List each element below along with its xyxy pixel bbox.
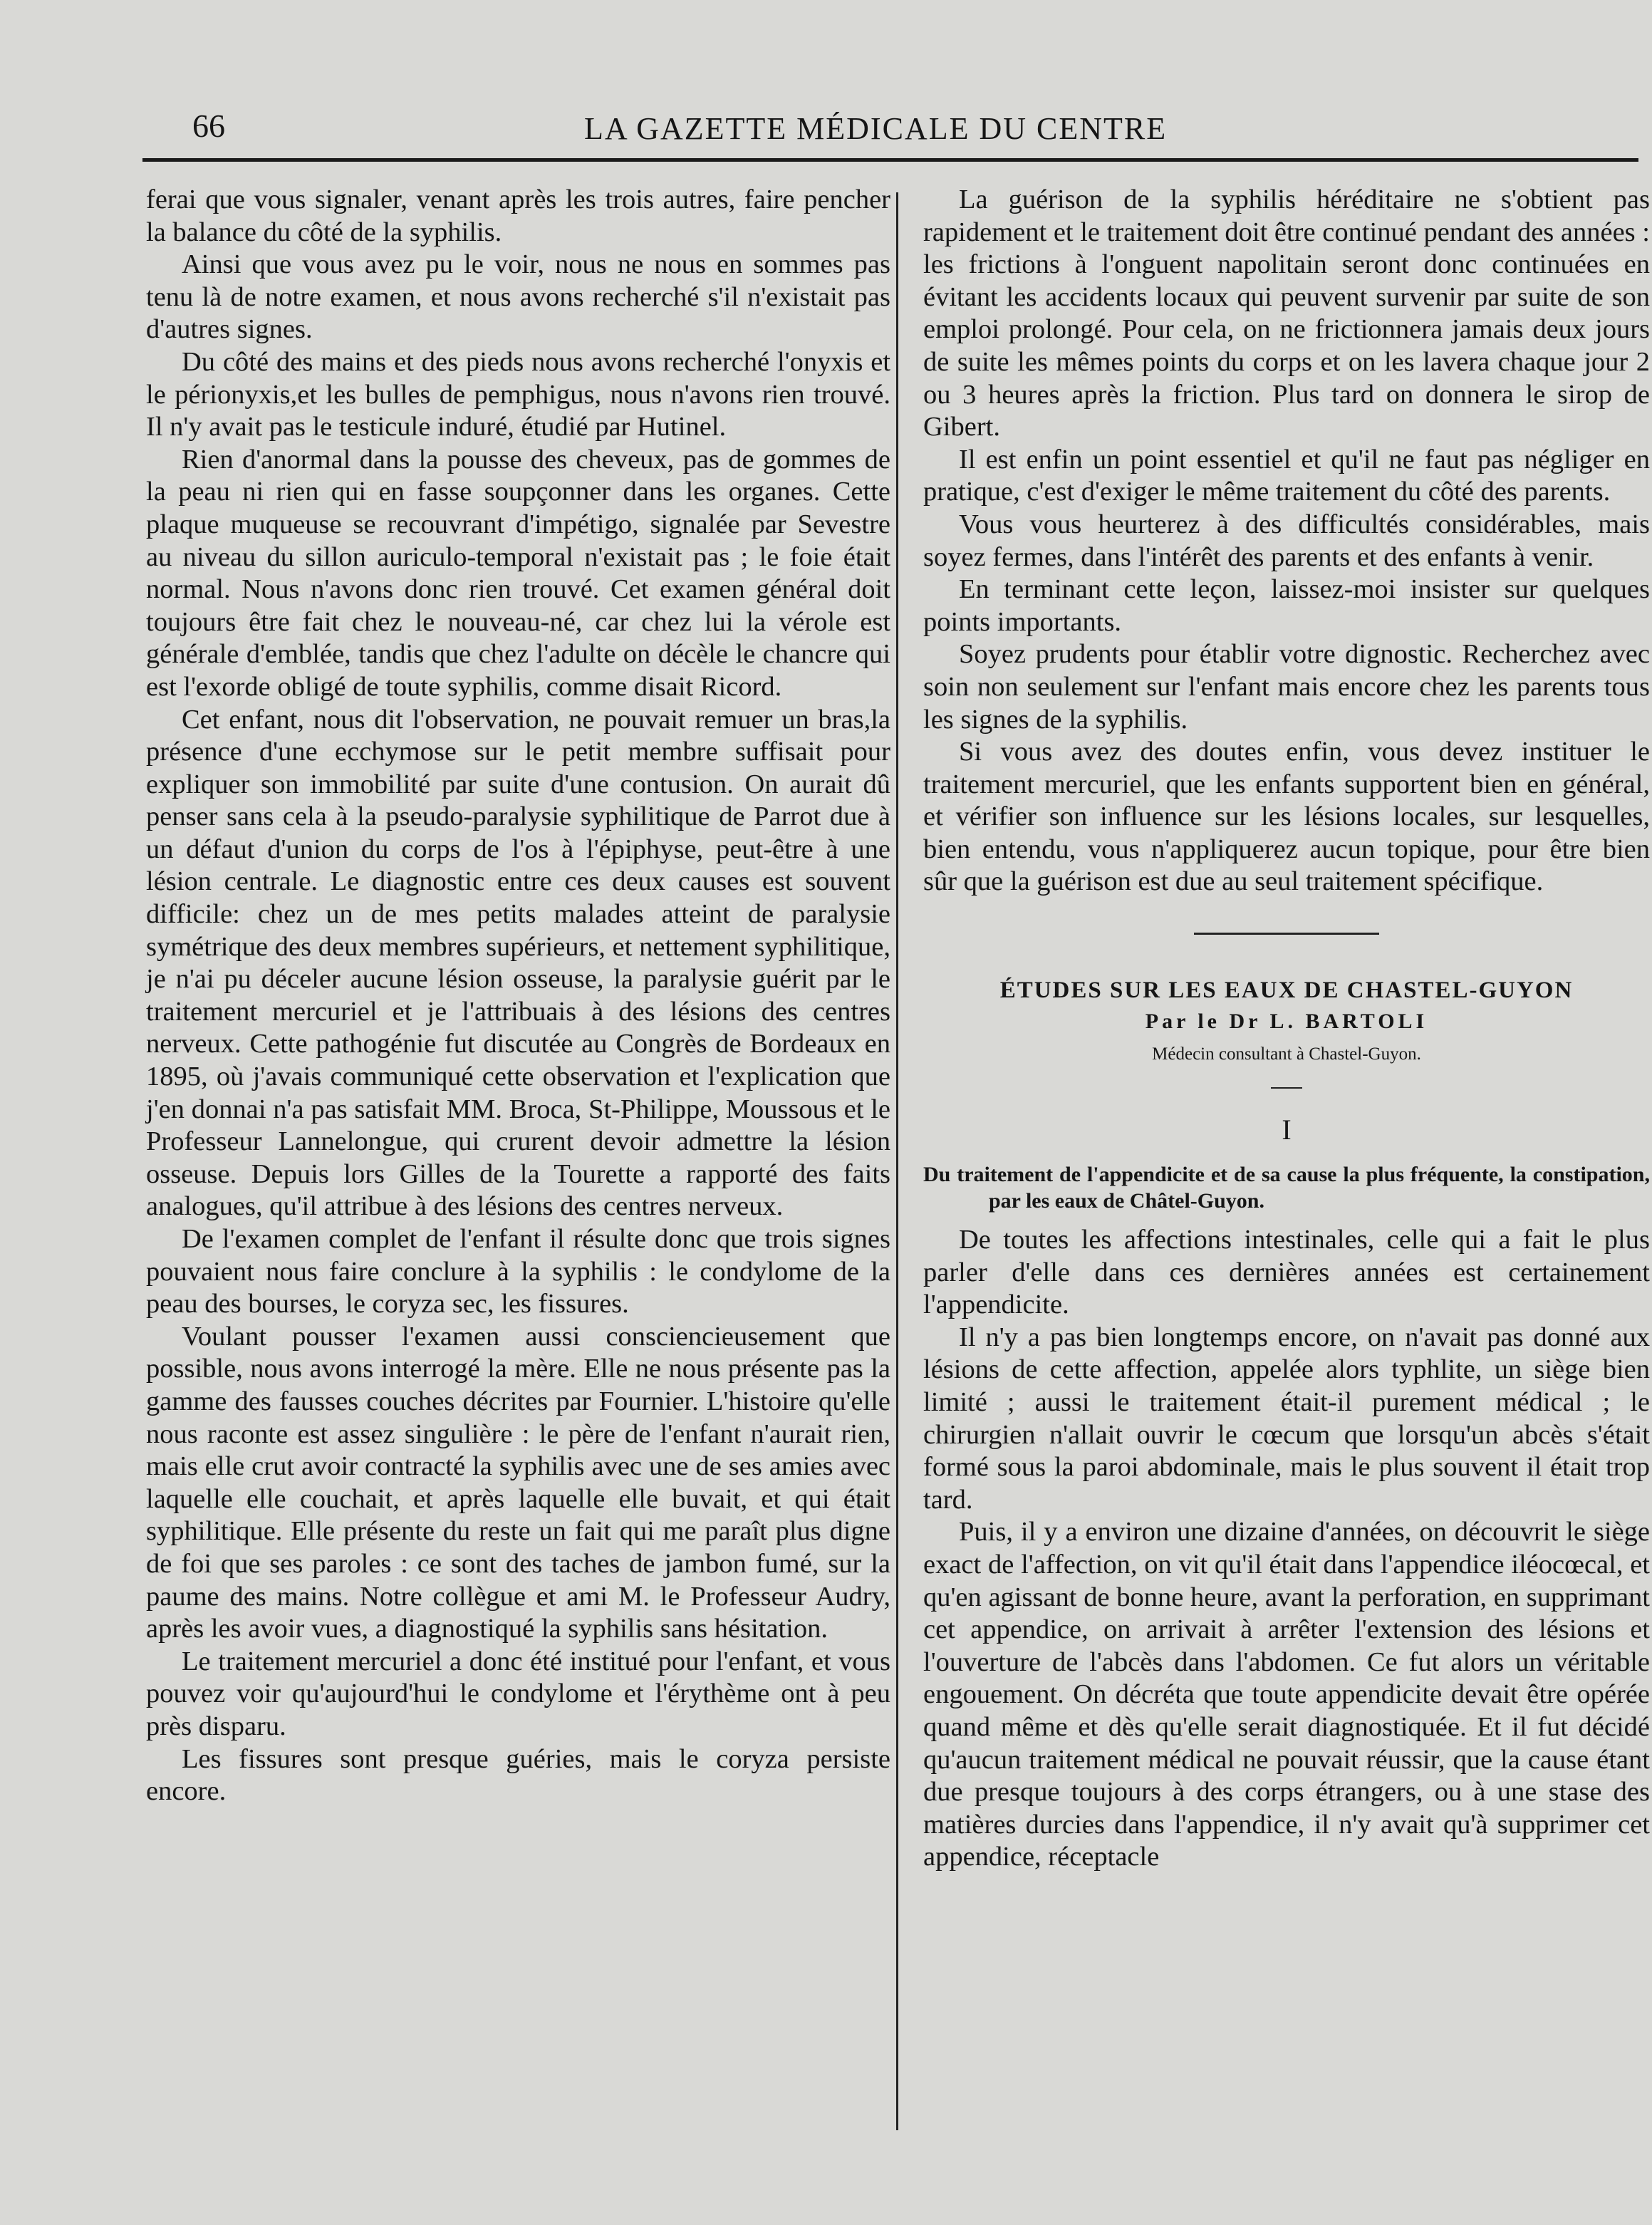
section-numeral: I bbox=[1282, 1114, 1292, 1146]
left-column bbox=[146, 184, 890, 1808]
paragraph: Soyez prudents pour établir votre dignostic. Recherchez avec soin non seulement sur l'enfant mais encore chez les parents tous les signes de la syphilis. bbox=[923, 639, 1650, 735]
section-heading: Du traitement de l'appendicite et de sa cause la plus fréquente, la constipation, par les eaux de Châtel-Guyon. bbox=[923, 1163, 1650, 1213]
paragraph: Cet enfant, nous dit l'observation, ne pouvait remuer un bras,la présence d'une ecchymose sur le petit membre suffisait pour expliquer son immobilité par suite d'une contusion. On aurait dû penser sans cela à la pseudo-paralysie syphilitique de Parrot due à un défaut d'union du corps de l'os à l'épiphyse, peut-être à une lésion centrale. Le diagnostic entre ces deux causes est souvent difficile: chez un de mes petits malades atteint de paralysie symétrique des deux membres supérieurs, et nettement syphilitique, je n'ai pu déceler aucune lésion osseuse, la paralysie guérit par le traitement mercuriel et je l'attribuais à des lésions des centres nerveux. Cette pathogénie fut discutée au Congrès de Bordeaux en 1895, où j'avais communiqué cette observation et l'explication que j'en donnai n'a pas satisfait MM. Broca, St-Philippe, Moussous et le Professeur Lannelongue, qui crurent devoir admettre la lésion osseuse. Depuis lors Gilles de la Tourette a rapporté des faits analogues, qu'il attribue à des lésions des centres nerveux. bbox=[146, 704, 890, 1222]
column-rule bbox=[896, 192, 898, 2130]
paragraph: Les fissures sont presque guéries, mais le coryza persiste encore. bbox=[146, 1743, 890, 1807]
paragraph: Du côté des mains et des pieds nous avons recherché l'onyxis et le périonyxis,et les bulles de pemphigus, nous n'avons rien trouvé. Il n'y avait pas le testicule induré, étudié par Hutinel. bbox=[146, 346, 890, 442]
paragraph: Il n'y a pas bien longtemps encore, on n'avait pas donné aux lésions de cette affection, appelée alors typhlite, un siège bien limité ; aussi le traitement était-il purement médical ; le chirurgien n'allait ouvrir le cœcum que lorsqu'un abcès s'était formé sous la paroi abdominale, mais le plus souvent il était trop tard. bbox=[923, 1322, 1650, 1515]
paragraph: De toutes les affections intestinales, celle qui a fait le plus parler d'elle dans ces dernières années est certainement l'appendicite. bbox=[923, 1225, 1650, 1320]
paragraph: Il est enfin un point essentiel et qu'il ne faut pas négliger en pratique, c'est d'exiger le même traitement du côté des parents. bbox=[923, 444, 1650, 507]
header-rule bbox=[142, 158, 1638, 162]
paragraph: De l'examen complet de l'enfant il résulte donc que trois signes pouvaient nous faire conclure à la syphilis : le condylome de la peau des bourses, le coryza sec, les fissures. bbox=[146, 1224, 890, 1319]
paragraph: En terminant cette leçon, laissez-moi insister sur quelques points importants. bbox=[923, 574, 1650, 637]
page-number: 66 bbox=[192, 108, 225, 144]
article-separator-rule bbox=[1194, 933, 1379, 935]
paragraph: Puis, il y a environ une dizaine d'années, on découvrit le siège exact de l'affection, on vit qu'il était dans l'appendice iléocœcal, et qu'en agissant de bonne heure, avant la perforation, en supprimant cet appendice, on arrivait à arrêter l'extension des lésions et l'ouverture de l'abcès dans l'abdomen. Ce fut alors un véritable engouement. On décréta que toute appendicite devait être opérée quand même et dès qu'elle serait diagnostiquée. Et il fut décidé qu'aucun traitement médical ne pouvait réussir, que la cause étant due presque toujours à des corps étrangers, ou à une stase des matières durcies dans l'appendice, il n'y avait qu'à supprimer cet appendice, réceptacle bbox=[923, 1517, 1650, 1872]
paragraph: Vous vous heurterez à des difficultés considérables, mais soyez fermes, dans l'intérêt des parents et des enfants à venir. bbox=[923, 509, 1650, 572]
article-author: Par le Dr L. BARTOLI bbox=[1145, 1010, 1428, 1034]
paragraph: Si vous avez des doutes enfin, vous devez instituer le traitement mercuriel, que les enfants supportent bien en général, et vérifier son influence sur les lésions locales, sur lesquelles, bien entendu, vous n'appliquerez aucun topique, pour être bien sûr que la guérison est due au seul traitement spécifique. bbox=[923, 737, 1650, 897]
running-title: LA GAZETTE MÉDICALE DU CENTRE bbox=[584, 111, 1168, 146]
title-dash bbox=[1271, 1087, 1302, 1089]
right-column bbox=[923, 184, 1650, 1874]
paragraph: Rien d'anormal dans la pousse des cheveux, pas de gommes de la peau ni rien qui en fasse soupçonner dans les organes. Cette plaque muqueuse se recouvrant d'impétigo, signalée par Sevestre au niveau du sillon auriculo-temporal n'existait pas ; le foie était normal. Nous n'avons donc rien trouvé. Cet examen général doit toujours être fait chez le nouveau-né, car chez lui la vérole est générale d'emblée, tandis que chez l'adulte on décèle le chancre qui est l'exorde obligé de toute syphilis, comme disait Ricord. bbox=[146, 444, 890, 702]
paragraph: Voulant pousser l'examen aussi consciencieusement que possible, nous avons interrogé la mère. Elle ne nous présente pas la gamme des fausses couches décrites par Fournier. L'histoire qu'elle nous raconte est assez singulière : le père de l'enfant n'aurait rien, mais elle crut avoir contracté la syphilis avec une de ses amies avec laquelle elle couchait, et après laquelle elle buvait, et qui était syphilitique. Elle présente du reste un fait qui me paraît plus digne de foi que ses paroles : ce sont des taches de jambon fumé, sur la paume des mains. Notre collègue et ami M. le Professeur Audry, après les avoir vues, a diagnostiqué la syphilis sans hésitation. bbox=[146, 1321, 890, 1644]
paragraph: ferai que vous signaler, venant après les trois autres, faire pencher la balance du côté de la syphilis. bbox=[146, 185, 890, 247]
paragraph: Ainsi que vous avez pu le voir, nous ne nous en sommes pas tenu là de notre examen, et nous avons recherché s'il n'existait pas d'autres signes. bbox=[146, 249, 890, 345]
article-affiliation: Médecin consultant à Chastel-Guyon. bbox=[1152, 1044, 1421, 1064]
paragraph: La guérison de la syphilis héréditaire ne s'obtient pas rapidement et le traitement doit être continué pendant des années : les frictions à l'onguent napolitain seront donc continuées en évitant les accidents locaux qui peuvent survenir par suite de son emploi prolongé. Pour cela, on ne frictionnera jamais deux jours de suite les mêmes points du corps et on les lavera chaque jour 2 ou 3 heures après la friction. Plus tard on donnera le sirop de Gibert. bbox=[923, 185, 1650, 442]
page-header bbox=[192, 107, 1546, 157]
paragraph: Le traitement mercuriel a donc été institué pour l'enfant, et vous pouvez voir qu'aujourd'hui le condylome et l'érythème ont à peu près disparu. bbox=[146, 1646, 890, 1741]
article-title: ÉTUDES SUR LES EAUX DE CHASTEL-GUYON bbox=[999, 977, 1574, 1004]
